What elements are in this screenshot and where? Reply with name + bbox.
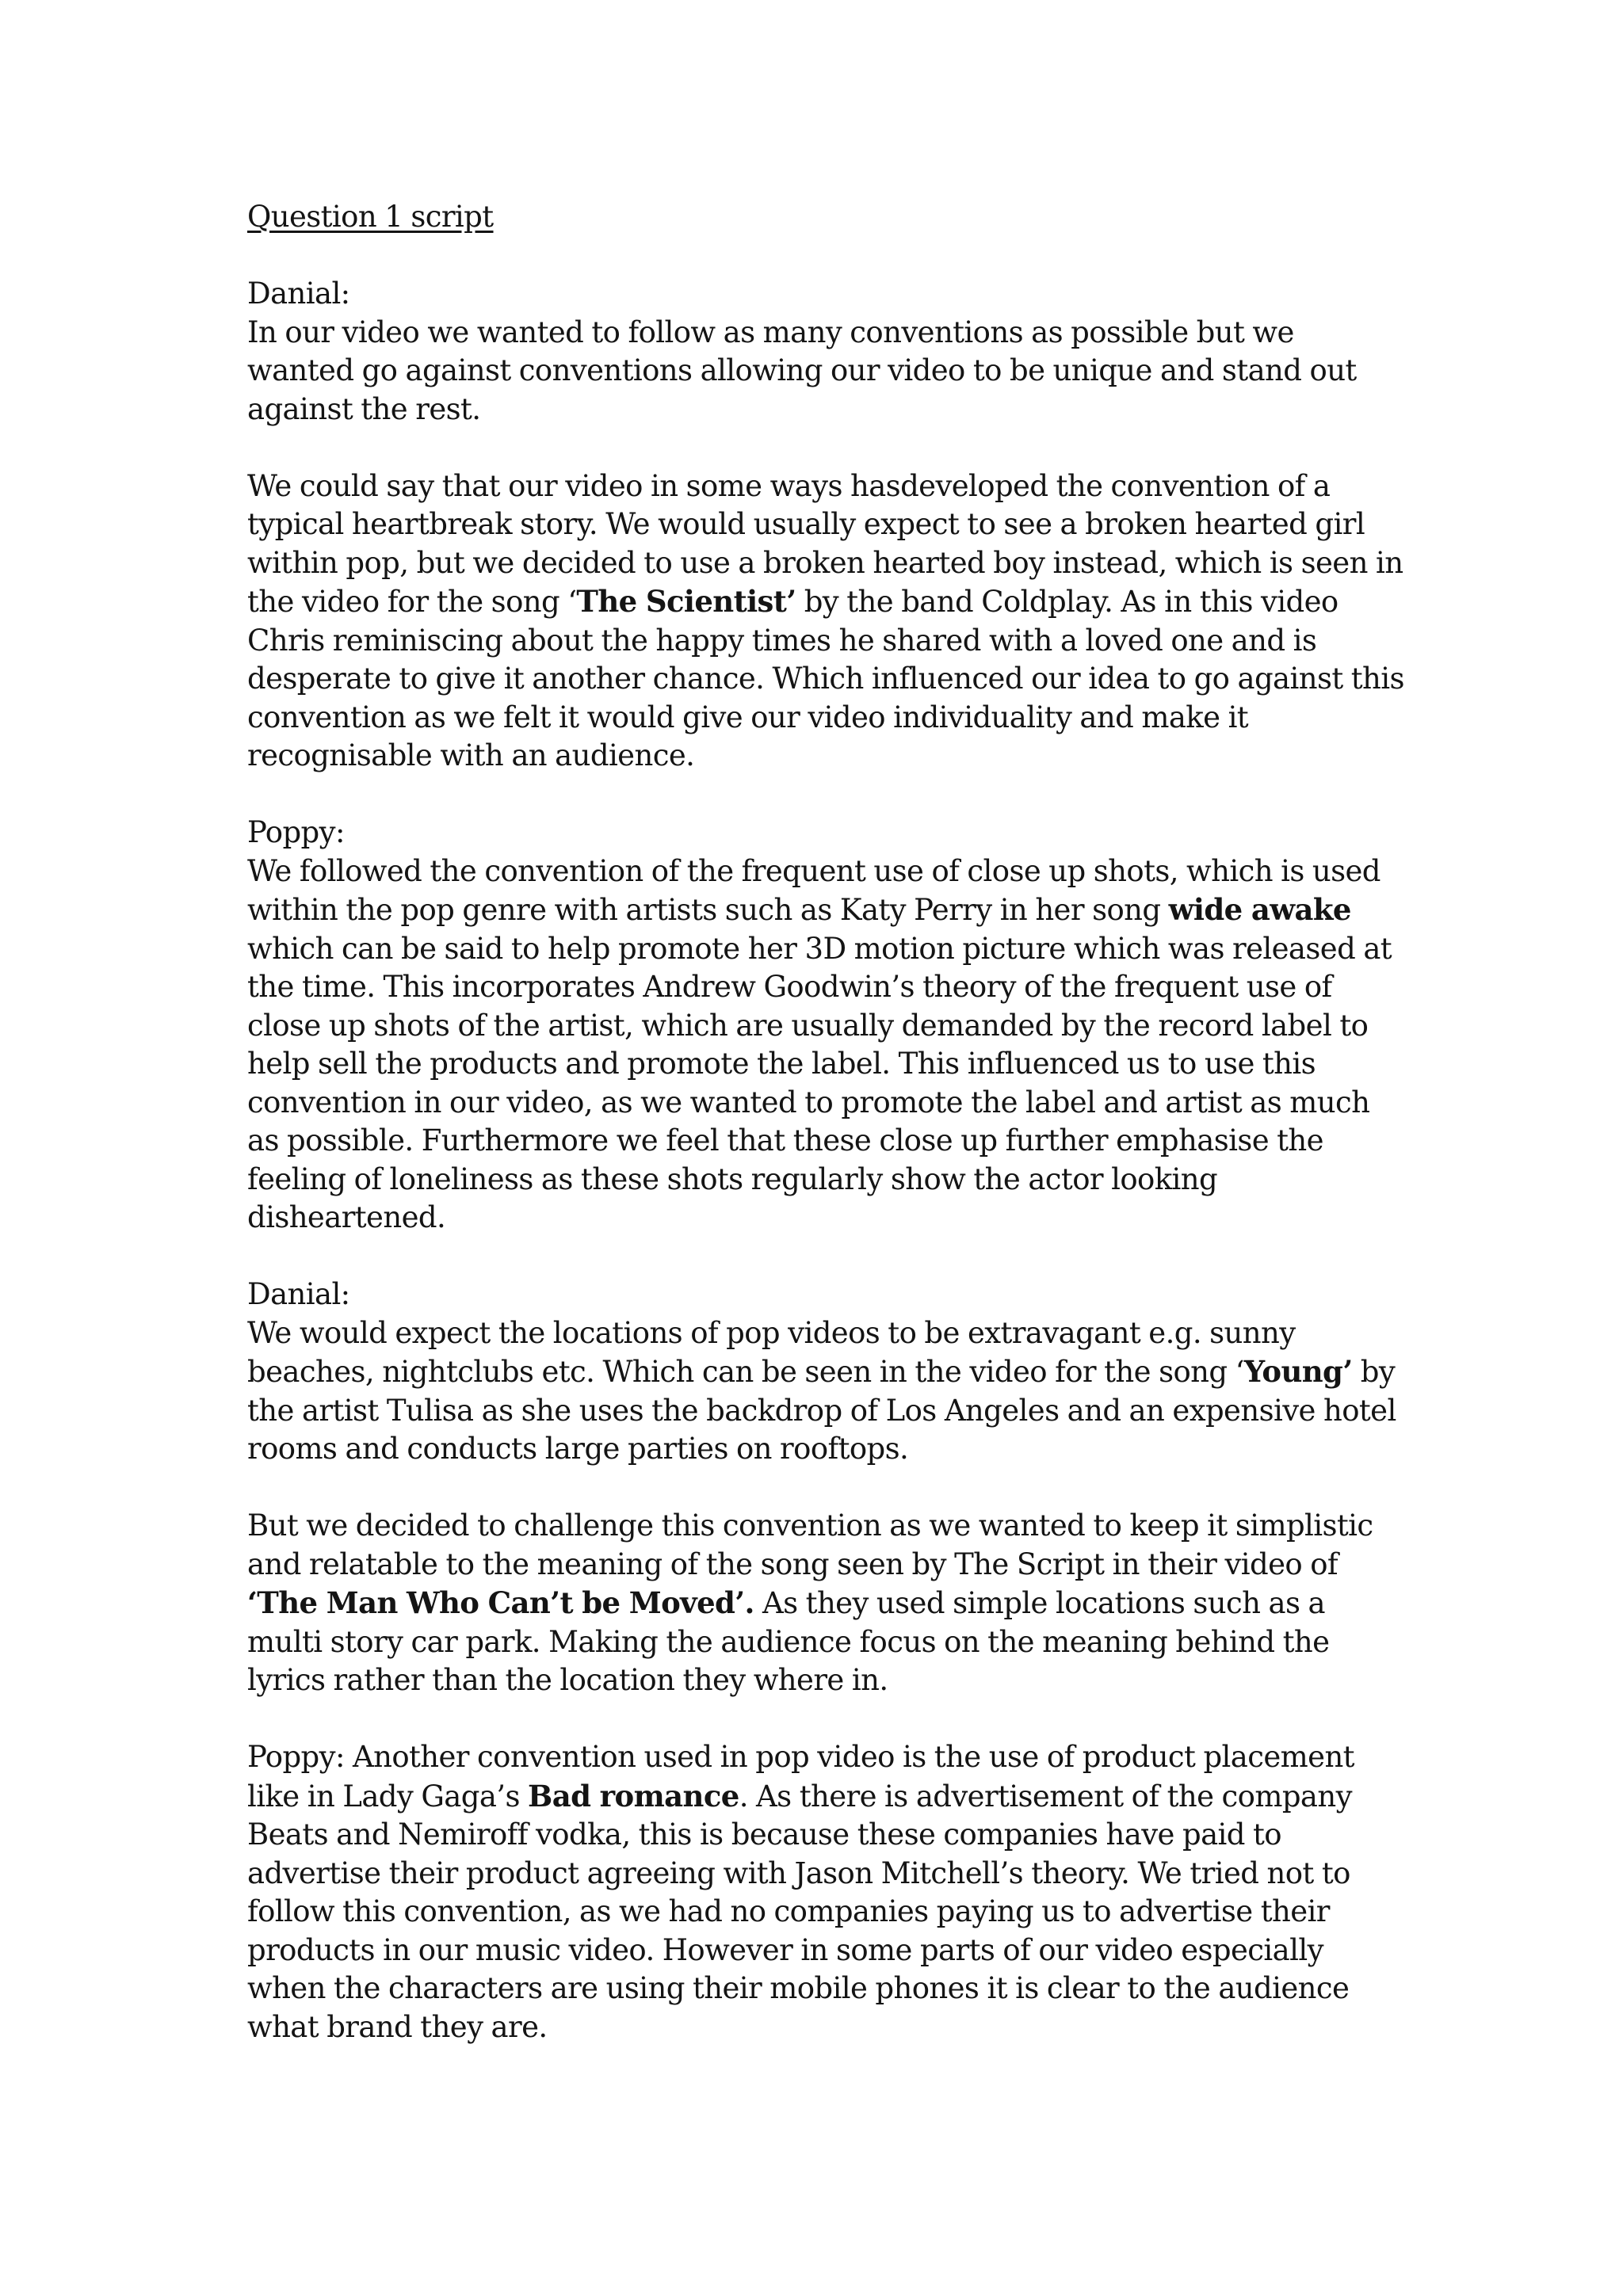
song-title-bold: ‘The Man Who Can’t be Moved’. [247,1585,754,1620]
paragraph-text: We followed the convention of the frequent use of close up shots, which is used within the pop genre with artists such as Katy Perry in her song [247,853,1381,927]
paragraph [247,467,1404,776]
paragraph [247,1314,1404,1469]
paragraph-text: We would expect the locations of pop videos to be extravagant e.g. sunny beaches, nightclubs etc. Which can be seen in the video for the song ‘ [247,1315,1296,1389]
section-danial-intro [247,275,1404,429]
paragraph [247,1738,1404,2046]
section-danial-locations [247,1276,1404,1469]
song-title-bold: Bad romance [528,1778,739,1814]
paragraph-text: We could say that our video in some ways hasdeveloped the convention of a typical heartbreak story. We would usually expect to see a broken hearted girl within pop, but we decided to use a broken hearted boy instead, which is seen in the video for the song ‘ [247,468,1403,619]
song-title-bold: The Scientist’ [576,584,796,619]
song-title-bold: Young’ [1243,1354,1353,1389]
paragraph: In our video we wanted to follow as many conventions as possible but we wanted go against conventions allowing our video to be unique and stand out against the rest. [247,315,1357,426]
paragraph-text: But we decided to challenge this convention as we wanted to keep it simplistic and relatable to the meaning of the song seen by The Script in their video of [247,1508,1373,1581]
speaker-label: Danial: [247,1277,350,1311]
song-title-bold: wide awake [1168,892,1351,927]
paragraph-text: As they used simple locations such as a multi story car park. Making the audience focus on the meaning behind the lyrics rather than the location they where in. [247,1586,1330,1697]
paragraph [247,1507,1404,1700]
section-poppy-product-placement [247,1738,1404,2046]
paragraph-text: by the artist Tulisa as she uses the backdrop of Los Angeles and an expensive hotel rooms and conducts large parties on rooftops. [247,1355,1396,1466]
paragraph [247,852,1404,1238]
paragraph-text: which can be said to help promote her 3D motion picture which was released at the time. This incorporates Andrew Goodwin’s theory of the frequent use of close up shots of the artist, which are usually demanded by the record label to help sell the products and promote the label. This influenced us to use this convention in our video, as we wanted to promote the label and artist as much as possible. Furthermore we feel that these close up further emphasise the feeling of loneliness as these shots regularly show the actor looking disheartened. [247,931,1392,1234]
document-title: Question 1 script [247,200,494,234]
section-challenge-convention [247,1507,1404,1700]
paragraph-text: by the band Coldplay. As in this video Chris reminiscing about the happy times he shared with a loved one and is desperate to give it another chance. Which influenced our idea to go against this convention as we felt it would give our video individuality and make it recognisable with an audience. [247,585,1404,772]
section-heartbreak-convention [247,467,1404,776]
paragraph-text: Poppy: Another convention used in pop video is the use of product placement like in Lady Gaga’s [247,1740,1354,1814]
paragraph-text: . As there is advertisement of the company Beats and Nemiroff vodka, this is because these companies have paid to advertise their product agreeing with Jason Mitchell’s theory. We tried not to follow this convention, as we had no companies paying us to advertise their products in our music video. However in some parts of our video especially when the characters are using their mobile phones it is clear to the audience what brand they are. [247,1779,1352,2044]
speaker-label: Poppy: [247,815,345,849]
section-poppy-closeups [247,814,1404,1238]
speaker-label: Danial: [247,277,350,311]
document-body [247,198,1404,2085]
